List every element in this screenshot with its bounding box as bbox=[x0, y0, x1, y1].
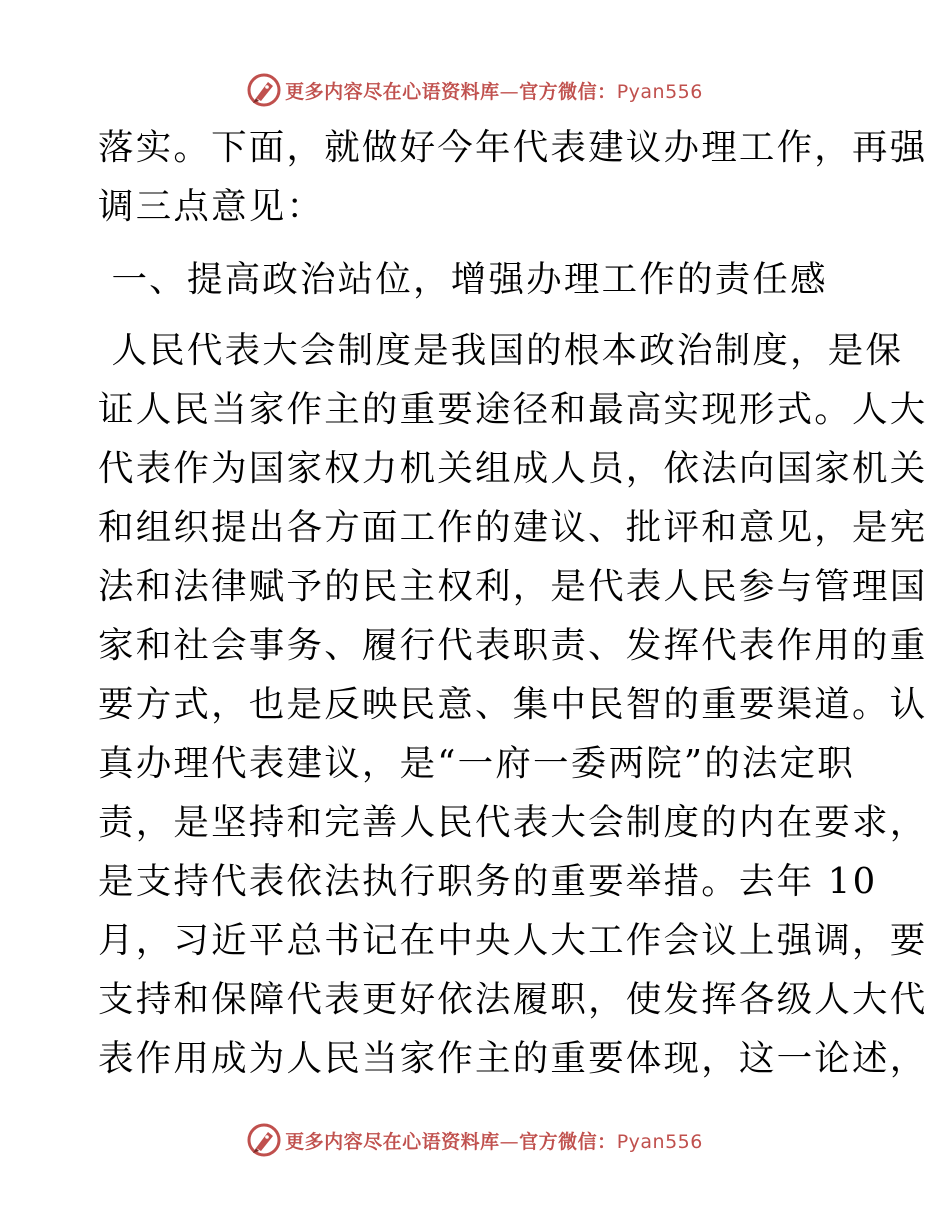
paragraph-line: 责，是坚持和完善人民代表大会制度的内在要求， bbox=[98, 802, 928, 843]
paragraph-line: 家和社会事务、履行代表职责、发挥代表作用的重 bbox=[98, 625, 928, 666]
paragraph-line: 表作用成为人民当家作主的重要体现，这一论述， bbox=[98, 1038, 928, 1079]
intro-line: 调三点意见： bbox=[98, 186, 325, 227]
section-heading: 一、提高政治站位，增强办理工作的责任感 bbox=[98, 259, 828, 300]
paragraph-line: 支持和保障代表更好依法履职，使发挥各级人大代 bbox=[98, 979, 928, 1020]
header-banner-separator: — bbox=[499, 80, 520, 103]
paragraph-line: 法和法律赋予的民主权利，是代表人民参与管理国 bbox=[98, 566, 928, 607]
paragraph-line: 真办理代表建议，是“一府一委两院”的法定职 bbox=[98, 743, 855, 784]
paragraph-line: 是支持代表依法执行职务的重要举措。去年 10 bbox=[98, 861, 878, 902]
footer-banner-separator: — bbox=[499, 1130, 520, 1153]
footer-banner bbox=[0, 1120, 950, 1160]
footer-banner-text bbox=[285, 1127, 703, 1154]
document-body bbox=[98, 118, 928, 1088]
header-banner-text bbox=[285, 77, 703, 104]
header-banner bbox=[0, 70, 950, 110]
header-banner-wechat-id: Pyan556 bbox=[616, 80, 703, 103]
footer-banner-main: 更多内容尽在心语资料库 bbox=[285, 1130, 500, 1153]
pen-nib-logo-icon bbox=[247, 73, 281, 107]
paragraph-line: 证人民当家作主的重要途径和最高实现形式。人大 bbox=[98, 389, 928, 430]
footer-banner-wechat-id: Pyan556 bbox=[616, 1130, 703, 1153]
header-banner-official: 官方微信： bbox=[519, 80, 617, 103]
paragraph-line: 人民代表大会制度是我国的根本政治制度，是保 bbox=[98, 330, 904, 371]
intro-line: 落实。下面，就做好今年代表建议办理工作，再强 bbox=[98, 127, 928, 168]
paragraph-line: 要方式，也是反映民意、集中民智的重要渠道。认 bbox=[98, 684, 928, 725]
footer-banner-official: 官方微信： bbox=[519, 1130, 617, 1153]
paragraph-line: 月，习近平总书记在中央人大工作会议上强调，要 bbox=[98, 920, 928, 961]
header-banner-main: 更多内容尽在心语资料库 bbox=[285, 80, 500, 103]
paragraph-line: 代表作为国家权力机关组成人员，依法向国家机关 bbox=[98, 448, 928, 489]
pen-nib-logo-icon bbox=[247, 1123, 281, 1157]
paragraph-line: 和组织提出各方面工作的建议、批评和意见，是宪 bbox=[98, 507, 928, 548]
